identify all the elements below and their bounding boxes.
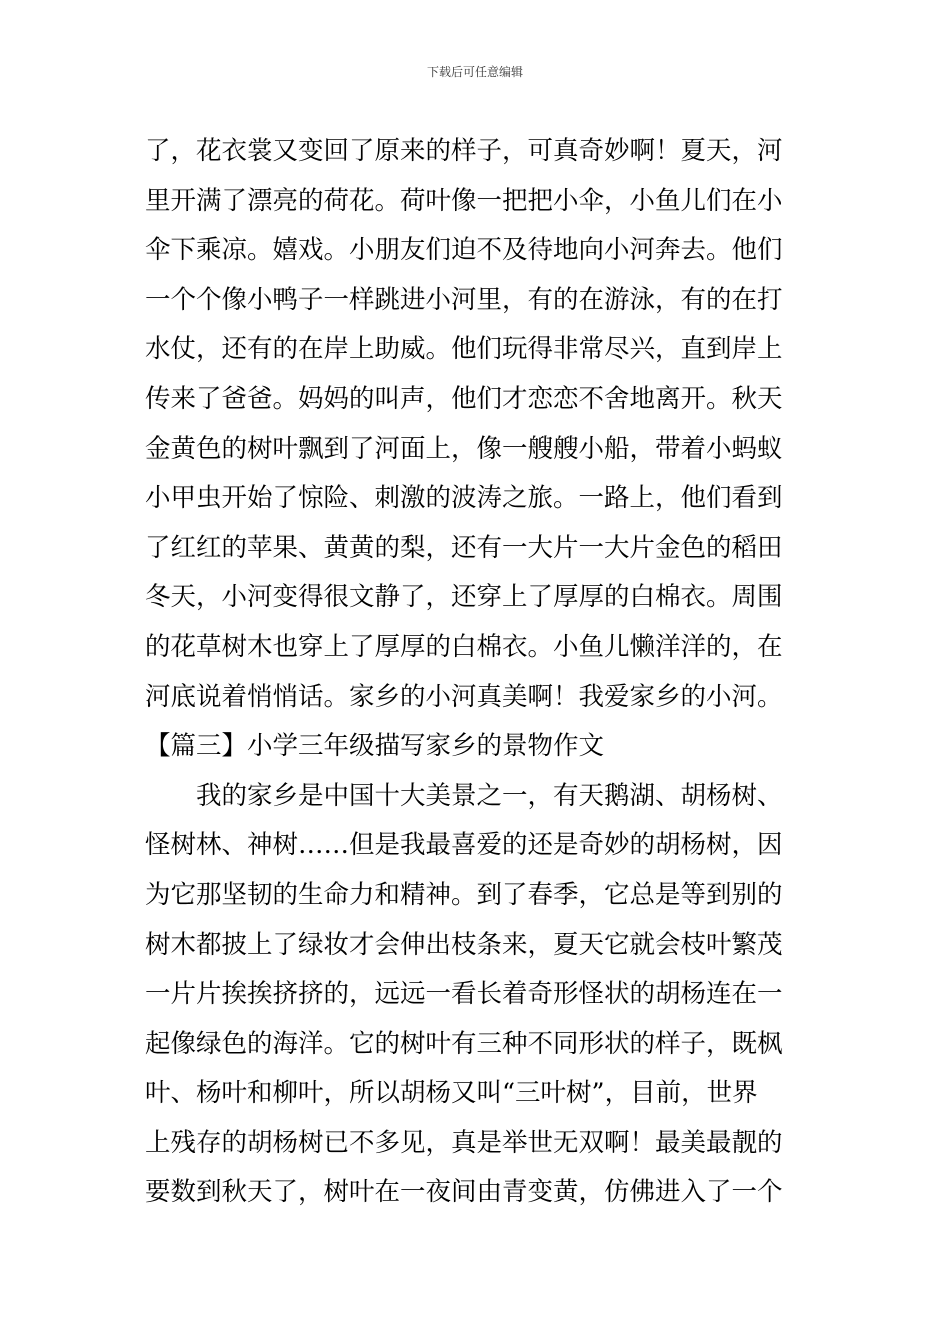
text-line: 一个个像小鸭子一样跳进小河里，有的在游泳，有的在打 xyxy=(145,284,783,315)
text-line: 的花草树木也穿上了厚厚的白棉衣。小鱼儿懒洋洋的，在 xyxy=(145,631,783,662)
paragraph-first-line: 我的家乡是中国十大美景之一，有天鹅湖、胡杨树、 xyxy=(196,780,783,811)
text-line: 一片片挨挨挤挤的，远远一看长着奇形怪状的胡杨连在一 xyxy=(145,979,783,1010)
body-text xyxy=(145,127,810,1218)
text-line: 为它那坚韧的生命力和精神。到了春季，它总是等到别的 xyxy=(145,879,783,910)
text-line: 小甲虫开始了惊险、刺激的波涛之旅。一路上，他们看到 xyxy=(145,483,783,514)
text-line: 金黄色的树叶飘到了河面上，像一艘艘小船，带着小蚂蚁 xyxy=(145,433,783,464)
text-line: 了，花衣裳又变回了原来的样子，可真奇妙啊！夏天，河 xyxy=(145,136,783,166)
text-line: 起像绿色的海洋。它的树叶有三种不同形状的样子，既枫 xyxy=(145,1028,783,1059)
text-line: 水仗，还有的在岸上助威。他们玩得非常尽兴，直到岸上 xyxy=(145,334,783,365)
section-heading: 【篇三】小学三年级描写家乡的景物作文 xyxy=(145,731,605,762)
text-line: 了红红的苹果、黄黄的梨，还有一大片一大片金色的稻田 xyxy=(145,532,783,563)
text-line: 伞下乘凉。嬉戏。小朋友们迫不及待地向小河奔去。他们 xyxy=(145,235,783,266)
text-line: 叶、杨叶和柳叶，所以胡杨又叫“三叶树”，目前，世界 xyxy=(145,1078,758,1109)
text-line: 冬天，小河变得很文静了，还穿上了厚厚的白棉衣。周围 xyxy=(145,582,783,613)
text-line: 河底说着悄悄话。家乡的小河真美啊！我爱家乡的小河。 xyxy=(145,681,783,712)
text-line: 传来了爸爸。妈妈的叫声，他们才恋恋不舍地离开。秋天 xyxy=(145,383,783,414)
text-line: 树木都披上了绿妆才会伸出枝条来，夏天它就会枝叶繁茂 xyxy=(145,929,783,960)
text-line: 里开满了漂亮的荷花。荷叶像一把把小伞，小鱼儿们在小 xyxy=(145,185,783,216)
text-line: 上残存的胡杨树已不多见，真是举世无双啊！最美最靓的 xyxy=(145,1127,783,1158)
text-line: 要数到秋天了，树叶在一夜间由青变黄，仿佛进入了一个 xyxy=(145,1177,783,1208)
text-line: 怪树林、神树……但是我最喜爱的还是奇妙的胡杨树，因 xyxy=(145,830,783,861)
page-header: 下载后可任意编辑 xyxy=(426,65,523,79)
